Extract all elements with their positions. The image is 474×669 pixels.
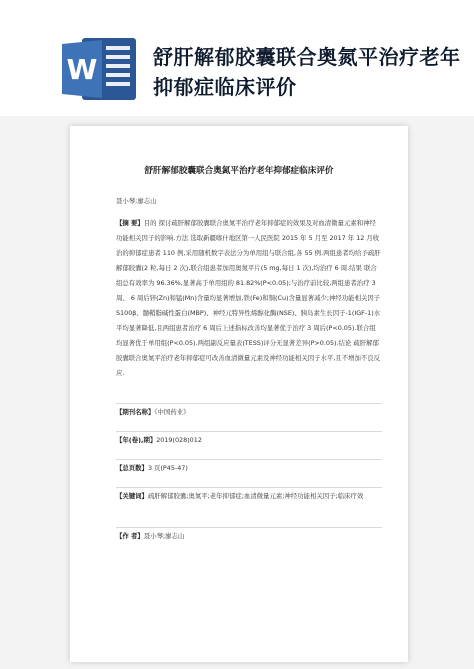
word-document-icon — [62, 38, 138, 100]
divider — [116, 459, 382, 460]
divider — [116, 527, 382, 528]
year-value: 2019(028)012 — [156, 436, 202, 444]
meta-pages — [116, 461, 382, 475]
pages-label: 【总页数】 — [116, 464, 148, 472]
meta-journal — [116, 405, 382, 419]
header-title: 舒肝解郁胶囊联合奥氮平治疗老年抑郁症临床评价 — [153, 45, 461, 99]
meta-keywords — [116, 489, 382, 503]
word-icon-letter: W — [66, 53, 98, 86]
keywords-label: 【关键词】 — [116, 492, 148, 500]
meta-year — [116, 433, 382, 447]
abstract-text: 目的 探讨疏肝解郁胶囊联合奥氮平治疗老年抑郁症的效果及对血清微量元素和神经功能相关因子的影响.方法 选取新疆喀什地区第一人民医院 2015 年 5 月至 2017 年 12 月收治的抑郁症患者 110 例,采用随机数字表法分为单用组与联合组,各 55 例.两组患者均给予疏肝解郁胶囊(2 粒,每日 2 次),联合组患者加用奥氮平片(5 mg,每日 1 次),均治疗 6 周.结果 联合组总有效率为 96.36%,显著高于单用组的 81.82%(P<0.05);与治疗前比较,两组患者治疗 3 周、 6 周后锌(Zn)和锰(Mn)含量均显著增加,铁(Fe)和铜(Cu)含量显著减少;神经功能相关因子 S100β、髓鞘脂碱性蛋白(MBP)、神经元特异性烯醇化酶(NSE)、胰岛素生长因子-1(IGF-1)水平均显著降低,且两组患者治疗 6 周后上述指标改善均显著优于治疗 3 周后(P<0.05).联合组均显著优于单用组(P<0.05).两组副反应量表(TESS)评分无显著差异(P>0.05).结论 疏肝解郁胶囊联合奥氮平治疗老年抑郁症可改善血清微量元素及神经功能相关因子水平,且不增加不良反应. — [116, 219, 381, 377]
author-label: 【作 者】 — [116, 532, 144, 540]
journal-label: 【期刊名称】 — [116, 408, 155, 416]
header — [0, 0, 474, 116]
meta-author — [116, 529, 382, 543]
document-page — [70, 126, 408, 662]
author-value: 聂小琴;廖志山 — [143, 532, 185, 540]
pages-value: 3 页(P45-47) — [147, 464, 188, 472]
document-title: 舒肝解郁胶囊联合奥氮平治疗老年抑郁症临床评价 — [144, 166, 334, 176]
year-label: 【年(卷),期】 — [116, 436, 157, 444]
divider — [116, 403, 382, 404]
document-authors: 聂小琴;廖志山 — [116, 197, 157, 205]
divider — [116, 487, 382, 488]
divider — [116, 431, 382, 432]
abstract-label: 【摘 要】 — [116, 219, 144, 227]
abstract — [116, 216, 382, 381]
journal-value: 《中国药业》 — [154, 408, 190, 416]
keywords-value: 疏肝解郁胶囊;奥氮平;老年抑郁症;血清微量元素;神经功能相关因子;临床疗效 — [147, 492, 364, 500]
